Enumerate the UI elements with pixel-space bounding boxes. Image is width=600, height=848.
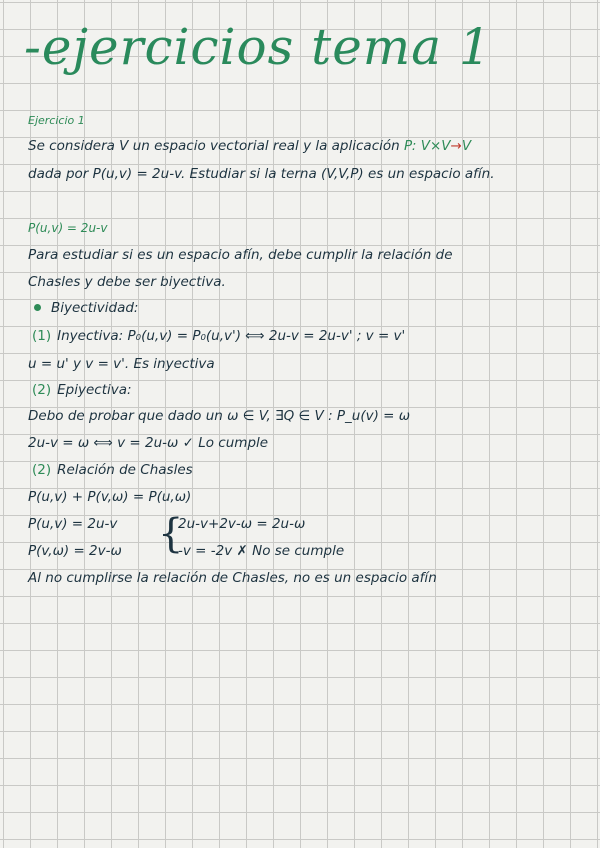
statement-line-1: [28, 136, 471, 156]
item-number: (2): [32, 382, 52, 398]
item-number: (1): [32, 328, 52, 344]
surjective-line-2: 2u-v = ω ⟺ v = 2u-ω ✓ Lo cumple: [28, 435, 269, 451]
exercise-label: Ejercicio 1: [28, 114, 85, 127]
chasles-heading: [32, 460, 193, 480]
text-line-5: Chasles y debe ser biyectiva.: [28, 274, 226, 290]
bijectivity-heading: [28, 298, 138, 318]
statement-text: Se considera V un espacio vectorial real y la aplicación: [28, 138, 400, 154]
surjective-label: Epiyectiva:: [57, 382, 132, 398]
map-codomain: V: [461, 138, 472, 154]
item-number: (2): [32, 462, 52, 478]
bullet-icon: [34, 304, 41, 311]
definition-line: P(u,v) = 2u-v: [28, 221, 108, 235]
arrow-icon: →: [450, 138, 462, 154]
surjective-line-1: Debo de probar que dado un ω ∈ V, ∃Q ∈ V : P_u(v) = ω: [28, 408, 411, 424]
bijectivity-label: Biyectividad:: [51, 300, 139, 316]
map-notation: P: V×V: [404, 138, 451, 154]
page-title: -ejercicios tema 1: [24, 18, 492, 76]
injective-conclusion: u = u' y v = v'. Es inyectiva: [28, 356, 215, 372]
chasles-relation: P(u,v) + P(v,ω) = P(u,ω): [28, 489, 192, 505]
surjective-heading: [32, 380, 132, 400]
conclusion-line: Al no cumplirse la relación de Chasles, no es un espacio afín: [28, 570, 437, 586]
injective-text: Inyectiva: P₀(u,v) = P₀(u,v') ⟺ 2u-v = 2u-v' ; v = v': [57, 328, 406, 344]
system-left-1: P(u,v) = 2u-v: [28, 516, 118, 532]
system-right-2: -v = -2v ✗ No se cumple: [178, 543, 345, 559]
statement-line-2: dada por P(u,v) = 2u-v. Estudiar si la terna (V,V,P) es un espacio afín.: [28, 166, 495, 182]
text-line-4: Para estudiar si es un espacio afín, debe cumplir la relación de: [28, 247, 453, 263]
brace-icon: {: [158, 511, 184, 557]
system-right-1: 2u-v+2v-ω = 2u-ω: [178, 516, 306, 532]
chasles-label: Relación de Chasles: [57, 462, 193, 478]
system-left-2: P(v,ω) = 2v-ω: [28, 543, 122, 559]
injective-line: [32, 326, 405, 346]
